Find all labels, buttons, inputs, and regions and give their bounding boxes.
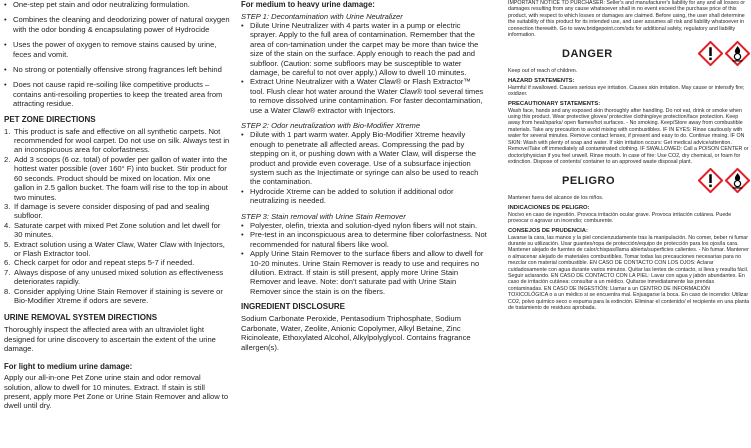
right-column [508, 0, 750, 448]
step2-title: STEP 2: Odor neutralization with Bio-Modifier Xtreme [241, 120, 421, 130]
precaution-heading: PRECAUTIONARY STATEMENTS: [508, 100, 601, 107]
ingredient-heading: INGREDIENT DISCLOSURE [241, 302, 346, 312]
pet-zone-step: 4. Saturate carpet with mixed Pet Zone solution and let dwell for 30 minutes. [4, 220, 221, 240]
pet-zone-steps [4, 127, 230, 306]
peligro-signal-row [508, 168, 750, 193]
precaution-text: Wash face, hands and any exposed skin thoroughly after handling. Do not eat, drink or smoke when using this product. Wear protective gloves/ protective clothing/eye protection/face protection. Keep away from heat/sparks/ open flames/hot surfaces. - No smoking. Keep/Store away from combustible materials. Take any precaution to avoid mixing with combustibles. IF IN EYES: Rinse cautiously with water for several minutes. Remove contact lenses, if present and easy to do. Continue rinsing. IF ON SKIN: Wash with plenty of soap and water. If skin irritation occurs: Get medical advice/attention. Remove/Take off immediately all contaminated clothing. IF SWALLOWED: Call a POISON CENTER or doctor/physician if you feel unwell. Rinse mouth. In case of fire: Use CO2, dry chemical, or foam for extinction. Dispose of contents/ container to an approved waste disposal plant. [508, 107, 749, 165]
pet-zone-step: 1. This product is safe and effective on all synthetic carpets. Not recommended for wool carpet. Do not use on silk. Always test in an inconspicuous area for colorfastness. [4, 126, 230, 155]
step3-title: STEP 3: Stain removal with Urine Stain Remover [241, 211, 406, 221]
step1-item: • Dilute Urine Neutralizer with 4 parts water in a pump or electric sprayer. Apply to the full area of contamination. Remember that the area of con-tamination under the carpet may be more than twice the size of the stain on the surface. Apply enough to reach the pad and subfloor. (Caution: some subfloors may be susceptible to water damage, be careful to not over apply.) Allow to dwell 10 minutes. [241, 21, 487, 77]
feature-item: • No strong or potentially offensive strong fragrances left behind [4, 65, 230, 74]
ingredient-text: Sodium Carbonate Peroxide, Pentasodium Triphosphate, Sodium Carbonate, Water, Zeolite, Anionic Copolymer, Alkyl Betaine, Zinc Ricinoleate, Ethoxylated Alcohol, Alkylpolyglycol. Contains fragrance allergen(s). [241, 314, 471, 352]
feature-list [4, 0, 230, 109]
step3-item: • Pre-test in an inconspicuous area to determine fiber colorfastness. Not recommended for natural fibers like wool. [241, 230, 487, 249]
step2-item: • Dilute with 1 part warm water. Apply Bio-Modifier Xtreme heavily enough to penetrate all affected areas. Compressing the pad by stepping on it, or pushing down with a Water Claw, will disperse the product and provide even coverage. Use of a subsurface injection system such as the Injectimate or syringe can also be used to reach the contamination. [241, 130, 487, 186]
flame-over-circle-pictogram-icon [725, 41, 750, 66]
keep-out-reach: Keep out of reach of children. [508, 68, 578, 75]
feature-item: • Combines the cleaning and deodorizing power of natural oxygen with the odor bonding & encapsulating power of Hydrocide [4, 15, 230, 34]
indicaciones-heading: INDICACIONES DE PELIGRO: [508, 204, 590, 211]
step1-item: • Extract Urine Neutralizer with a Water Claw® or Flash Extractor™ tool. Flush clear hot water around the Water Claw® tool several times to remove dissolved urine contamination. For faster decontamination, use a Water Claw® extractor with Injectors. [241, 77, 487, 115]
feature-item: • Uses the power of oxygen to remove stains caused by urine, feces and vomit. [4, 40, 230, 59]
heavy-damage-heading: For medium to heavy urine damage: [241, 0, 375, 9]
pet-zone-step: 6. Check carpet for odor and repeat steps 5-7 if needed. [4, 258, 195, 268]
danger-signal-row [508, 41, 750, 66]
step1-list [241, 21, 487, 115]
step1-title: STEP 1: Decontamination with Urine Neutralizer [241, 11, 403, 21]
purchaser-notice: IMPORTANT NOTICE TO PURCHASER: Seller's and manufacturer's liability for any and all losses or damages resulting from any cause whatsoever shall in no event exceed the purchase price of this product, with respect to which losses or damages are claimed. Before using, the user shall determine the suitability of this product for its intended use, and user assumes all risk and liability whatsoever in connection therewith. Go to www.bridgepoint.com/sds for additional safety, regulatory and liability information. [508, 0, 746, 39]
pet-zone-step: 7. Always dispose of any unused mixed solution as effectiveness deteriorates rapidly. [4, 267, 224, 287]
pet-zone-step: 5. Extract solution using a Water Claw, Water Claw with Injectors, or Flash Extractor tool. [4, 239, 225, 258]
step2-item: • Hydrocide Xtreme can be added to solution if additional odor neutralizing is needed. [241, 187, 487, 206]
indicaciones-text: Nocivo en caso de ingestión. Provoca irritación ocular grave. Provoca irritación cutánea. Puede provocar o agravar un incendio; comburente. [508, 211, 732, 225]
pet-zone-step: 8. Consider applying Urine Stain Remover if staining is severe or Bio-Modifier Xtreme if odors are severe. [4, 286, 223, 305]
consejos-text: Lavarse la cara, las manos y la piel concienzudamente tras la manipulación. No comer, beber ni fumar durante su utilización. Usar guantes/ropa de protección/equipo de protección para los ojos/la cara. Mantener alejado de fuentes de calor/chispas/llama abierta/superficies calientes. - No fumar. Mantener o almacenar alejado de materiales combustibles. Tomar todas las precauciones necesarias para no mezclar con material combustible. EN CASO DE CONTACTO CON LOS OJOS: Aclarar cuidadosamente con agua durante varios minutos. Quitar las lentes de contacto, si lleva y resulta fácil. Seguir aclarando. EN CASO DE CONTACTO CON LA PIEL: Lavar con agua y jabón abundantes. En caso de irritación cutánea: consultar a un médico. Quitarse inmediatamente las prendas contaminadas. EN CASO DE INGESTIÓN: Llamar a un CENTRO DE INFORMACIÓN TOXICOLÓGICA o a un médico si se encuentra mal. Enjuagarse la boca. En caso de incendio: Utilizar CO2, polvo químico seco o espuma para la extinción. Eliminar el contenido/ el recipiente en una planta de tratamiento de residuos aprobada. [508, 234, 750, 311]
step2-list [241, 130, 487, 205]
urine-removal-heading: URINE REMOVAL SYSTEM DIRECTIONS [4, 313, 158, 323]
light-damage-heading: For light to medium urine damage: [4, 361, 133, 371]
peligro-signal-word: PELIGRO [562, 174, 616, 187]
hazard-heading: HAZARD STATEMENTS: [508, 77, 575, 84]
mantener-fuera: Mantener fuera del alcance de los niños. [508, 195, 604, 202]
consejos-heading: CONSEJOS DE PRUDENCIA: [508, 227, 588, 234]
light-damage-text: Apply our all-in-one Pet Zone urine stain and odor removal solution, allow to dwell for 10 minutes. Extract. If stain is still present, apply more Pet Zone or Urine Stain Remover and allow to dwell until dry. [4, 373, 229, 411]
step3-item: • Polyester, olefin, triexta and solution-dyed nylon fibers will not stain. [241, 221, 487, 230]
danger-pictograms [698, 41, 750, 66]
pet-zone-step: 2. Add 3 scoops (6 oz. total) of powder per gallon of water into the hottest water possible (over 160° F) into bucket. Stir product for 60 seconds. Product should be mixed on location. Mix one gallon in 2.5 gallon bucket. The foam will rise to the top in about two minutes. [4, 154, 228, 202]
step3-item: • Apply Urine Stain Remover to the surface fibers and allow to dwell for 10-20 minutes. Urine Stain Remover is ready to use and requires no dilution. Extract. If stain is still present, apply more Urine Stain Remover and leave. Note: don't saturate pad with Urine Stain Remover since the stain is on the fibers. [241, 249, 487, 296]
peligro-pictograms [698, 168, 750, 193]
step3-list [241, 221, 487, 296]
danger-signal-word: DANGER [562, 47, 613, 60]
exclamation-pictogram-icon [698, 41, 723, 66]
urine-removal-intro: Thoroughly inspect the affected area with an ultraviolet light designed for urine discovery to ascertain the extent of the urine damage. [4, 325, 216, 354]
left-column [4, 0, 230, 448]
pet-zone-heading: PET ZONE DIRECTIONS [4, 114, 96, 124]
middle-column [241, 0, 487, 448]
feature-item: • One-step pet stain and odor neutralizing formulation. [4, 0, 230, 9]
exclamation-pictogram-icon [698, 168, 723, 193]
hazard-text: Harmful if swallowed. Causes serious eye irritation. Causes skin irritation. May cause or intensify fire; oxidizer. [508, 84, 745, 98]
flame-over-circle-pictogram-icon [725, 168, 750, 193]
pet-zone-step: 3. If damage is severe consider disposing of pad and sealing subfloor. [4, 201, 210, 221]
feature-item: • Does not cause rapid re-soiling like competitive products – contains anti-resoiling properties to keep the treated area from attracting residue. [4, 80, 230, 108]
